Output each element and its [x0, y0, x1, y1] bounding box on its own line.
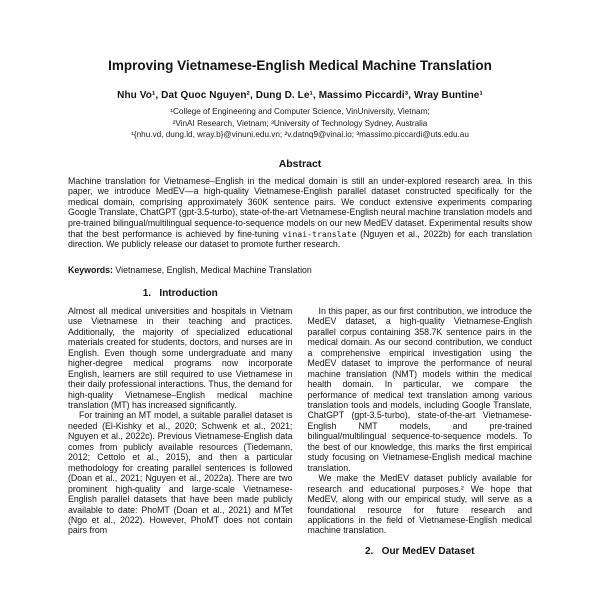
affiliations-block	[68, 106, 532, 141]
affiliation-line-1: ¹College of Engineering and Computer Science, VinUniversity, Vietnam;	[170, 106, 430, 116]
intro-paragraph-3: In this paper, as our first contribution, we introduce the MedEV dataset, a high-quality Vietnamese-English parallel corpus containing 358.7K sentence pairs in the medical domain. As our second contribution, we conduct a comprehensive empirical investigation using the MedEV dataset to improve the performance of neural machine translation (NMT) models within the medical health domain. In particular, we compare the performance of medical text translation among various translation tools and models, including Google Translate, ChatGPT (gpt-3.5-turbo), state-of-the-art Vietnamese-English NMT models, and pre-trained bilingual/multilingual sequence-to-sequence models. To the best of our knowledge, this marks the first empirical study focusing on Vietnamese-English medical machine translation.	[307, 305, 532, 473]
intro-paragraph-2: For training an MT model, a suitable parallel dataset is needed (El-Kishky et al., 2020; Schwenk et al., 2021; Nguyen et al., 2022c). Previous Vietnamese-English data comes from publicly available resources (Tiedemann, 2012; Cettolo et al., 2015), and then a particular methodology for creating parallel sentences is followed (Doan et al., 2021; Nguyen et al., 2022a). There are two prominent high-quality and large-scale Vietnamese-English parallel datasets that have been made publicly available to date: PhoMT (Doan et al., 2021) and MTet (Ngo et al., 2022). However, PhoMT does not contain pairs from	[68, 410, 293, 536]
abstract-text-part2: (Nguyen et al., 2022b) for each translation direction. We publicly release our dataset to promote further research.	[68, 228, 532, 250]
paper-title: Improving Vietnamese-English Medical Machine Translation	[108, 58, 492, 73]
affiliation-emails: ¹{nhu.vd, dung.ld, wray.b}@vinuni.edu.vn; ²v.datnq9@vinai.io; ³massimo.piccardi@uts.edu.au	[131, 130, 469, 140]
author-line: Nhu Vo¹, Dat Quoc Nguyen², Dung D. Le¹, Massimo Piccardi³, Wray Buntine¹	[117, 89, 483, 101]
keywords-value: Vietnamese, English, Medical Machine Translation	[115, 264, 312, 275]
keywords-line	[68, 265, 532, 275]
left-column	[68, 287, 293, 564]
affiliation-line-2: ²VinAI Research, Vietnam; ³University of Technology Sydney, Australia	[172, 118, 428, 128]
two-column-body	[68, 287, 532, 564]
section-heading-medev: 2. Our MedEV Dataset	[365, 545, 475, 557]
keywords-label: Keywords:	[68, 264, 116, 275]
abstract-section	[68, 158, 532, 250]
abstract-heading: Abstract	[278, 157, 322, 170]
section-heading-introduction: 1. Introduction	[142, 287, 218, 299]
paper-front-matter	[68, 58, 532, 141]
right-column	[308, 287, 533, 564]
abstract-text-part1: Machine translation for Vietnamese–English in the medical domain is still an under-explored research area. In this paper, we introduce MedEV—a high-quality Vietnamese-English parallel dataset constructed specifically for the medical domain, comprising approximately 360K sentence pairs. We conduct extensive experiments comparing Google Translate, ChatGPT (gpt-3.5-turbo), state-of-the-art Vietnamese-English neural machine translation models and pre-trained bilingual/multilingual sequence-to-sequence models on our new MedEV dataset. Experimental results show that the best performance is achieved by fine-tuning	[68, 175, 532, 239]
abstract-text	[68, 176, 532, 250]
abstract-inline-code: vinai-translate	[282, 228, 357, 239]
intro-paragraph-4: We make the MedEV dataset publicly available for research and educational purposes.² We hope that MedEV, along with our empirical study, will serve as a foundational resource for future research and applications in the field of Vietnamese-English medical machine translation.	[307, 473, 532, 536]
intro-paragraph-1: Almost all medical universities and hospitals in Vietnam use Vietnamese in their teaching and practices. Additionally, the majority of specialized educational materials created for students, doctors, and nurses are in English. Even though some undergraduate and many higher-degree medical programs now incorporate English, learners are still required to use Vietnamese in their daily professional interactions. Thus, the demand for high-quality Vietnamese–English medical machine translation (MT) has increased significantly.	[68, 305, 293, 410]
